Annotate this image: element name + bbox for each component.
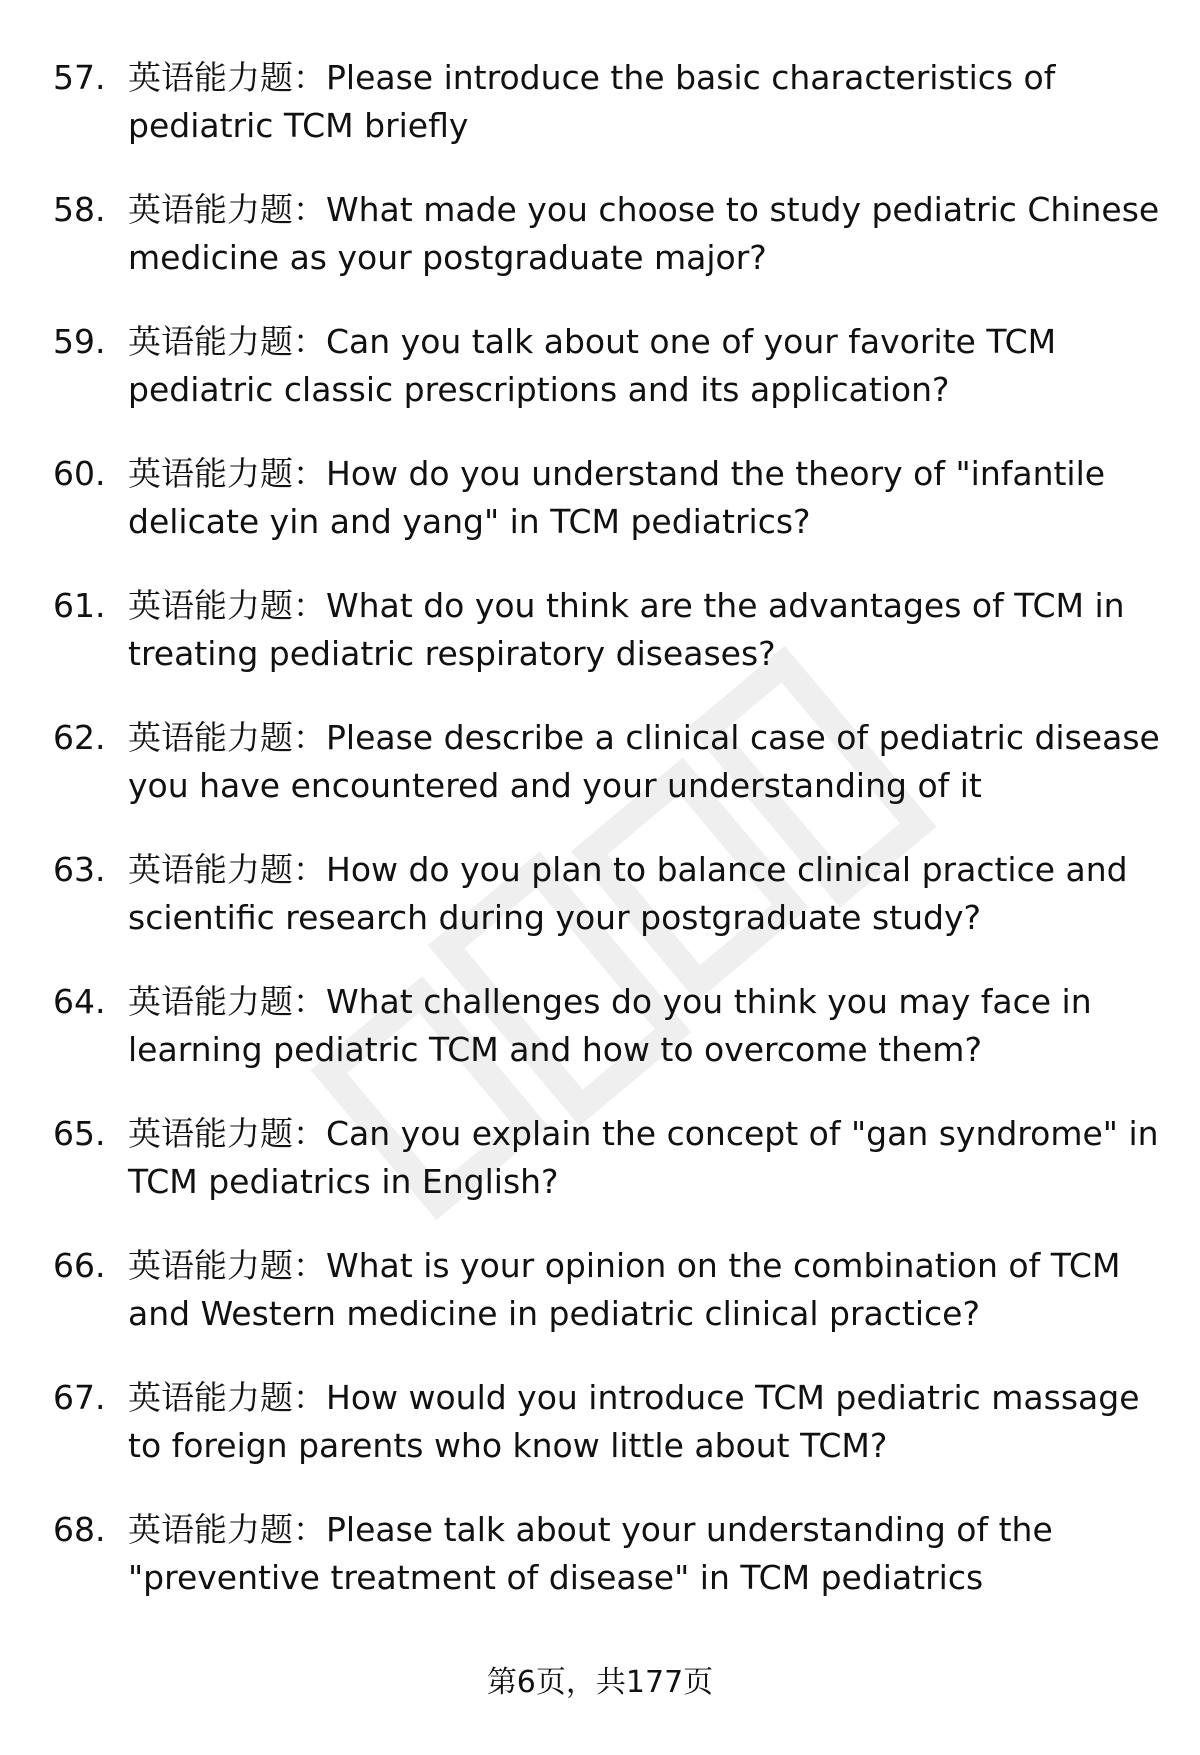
page-footer: 第6页，共177页 [486,1665,714,1700]
question-body [128,186,1168,282]
question-body [128,582,1168,678]
question-number: 68. [53,1510,106,1549]
question-body [128,318,1168,414]
question-body [128,450,1168,546]
question-body [128,54,1168,150]
question-category-label: 英语能力题： [128,454,326,493]
question-item [0,1110,1200,1242]
question-number: 62. [53,718,106,757]
question-category-label: 英语能力题： [128,586,326,625]
question-item [0,582,1200,714]
question-text: Can you explain the concept of "gan syndrome" in TCM pediatrics in English? [128,1114,1159,1201]
question-number: 61. [53,586,106,625]
question-number: 64. [53,982,106,1021]
question-number: 65. [53,1114,106,1153]
question-text: What do you think are the advantages of TCM in treating pediatric respiratory diseases? [128,586,1125,673]
question-category-label: 英语能力题： [128,718,326,757]
question-item [0,714,1200,846]
question-text: Please describe a clinical case of pediatric disease you have encountered and your understanding of it [128,718,1160,805]
question-item [0,846,1200,978]
question-text: What made you choose to study pediatric Chinese medicine as your postgraduate major? [128,190,1160,277]
question-category-label: 英语能力题： [128,850,326,889]
question-text: What challenges do you think you may face in learning pediatric TCM and how to overcome them? [128,982,1092,1069]
question-text: Please talk about your understanding of the "preventive treatment of disease" in TCM pediatrics [128,1510,1053,1597]
question-body [128,1506,1168,1602]
question-category-label: 英语能力题： [128,982,326,1021]
question-category-label: 英语能力题： [128,322,326,361]
question-item [0,1242,1200,1374]
question-number: 63. [53,850,106,889]
question-body [128,714,1168,810]
question-category-label: 英语能力题： [128,1246,326,1285]
question-text: Can you talk about one of your favorite TCM pediatric classic prescriptions and its application? [128,322,1057,409]
question-list [0,54,1200,1638]
question-body [128,1374,1168,1470]
question-body [128,846,1168,942]
question-body [128,1110,1168,1206]
question-number: 66. [53,1246,106,1285]
question-text: How do you plan to balance clinical practice and scientific research during your postgraduate study? [128,850,1128,937]
question-text: Please introduce the basic characteristics of pediatric TCM briefly [128,58,1056,145]
question-text: What is your opinion on the combination of TCM and Western medicine in pediatric clinical practice? [128,1246,1121,1333]
question-number: 58. [53,190,106,229]
question-category-label: 英语能力题： [128,190,326,229]
question-category-label: 英语能力题： [128,58,326,97]
question-text: How do you understand the theory of "infantile delicate yin and yang" in TCM pediatrics? [128,454,1106,541]
question-category-label: 英语能力题： [128,1114,326,1153]
question-item [0,1374,1200,1506]
question-number: 67. [53,1378,106,1417]
question-item [0,54,1200,186]
question-item [0,450,1200,582]
question-number: 60. [53,454,106,493]
question-category-label: 英语能力题： [128,1510,326,1549]
question-category-label: 英语能力题： [128,1378,326,1417]
question-item [0,978,1200,1110]
question-item [0,318,1200,450]
question-body [128,978,1168,1074]
question-body [128,1242,1168,1338]
question-item [0,186,1200,318]
question-number: 59. [53,322,106,361]
question-item [0,1506,1200,1638]
question-number: 57. [53,58,106,97]
question-text: How would you introduce TCM pediatric massage to foreign parents who know little about TCM? [128,1378,1140,1465]
